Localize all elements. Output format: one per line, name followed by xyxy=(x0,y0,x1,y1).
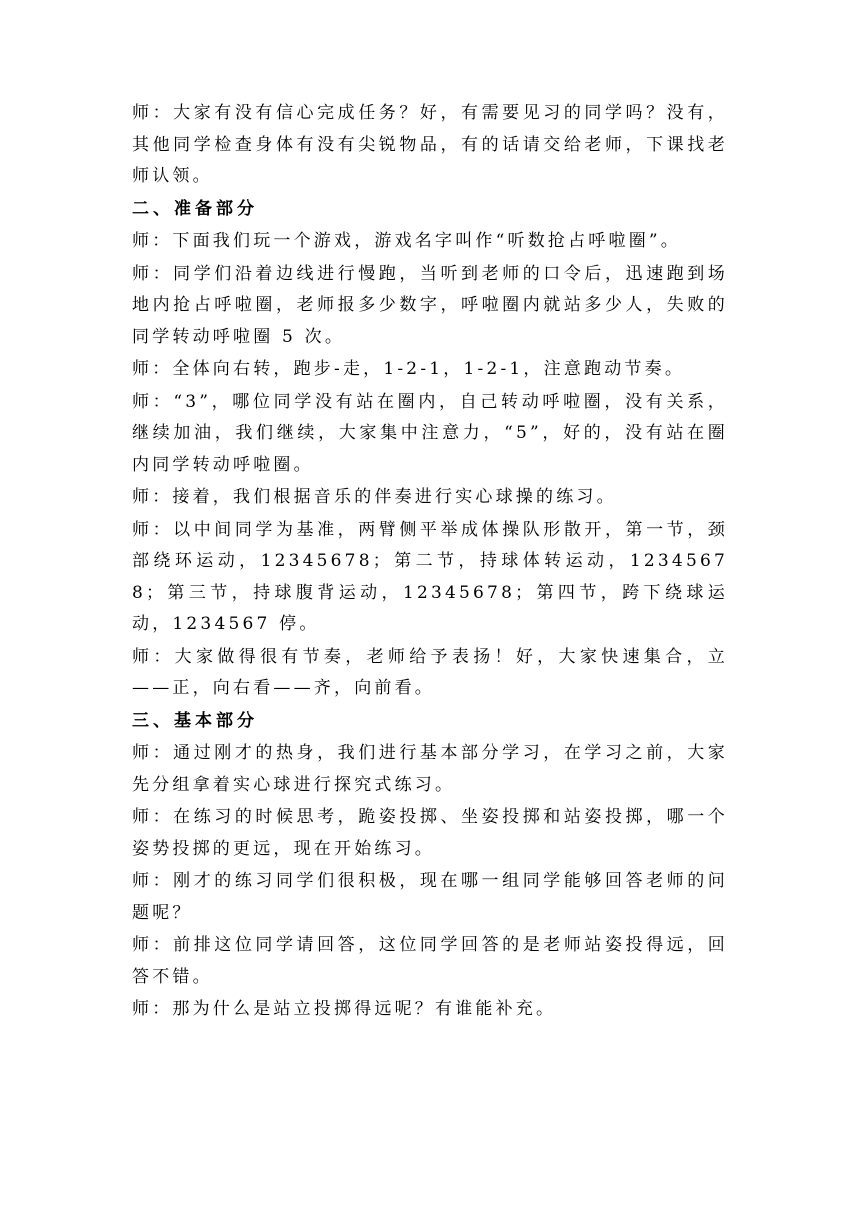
section-heading-preparation: 二、准备部分 xyxy=(132,198,258,219)
paragraph-2: 师：下面我们玩一个游戏，游戏名字叫作“听数抢占呼啦圈”。 xyxy=(132,231,681,251)
paragraph-11: 师：刚才的练习同学们很积极，现在哪一组同学能够回答老师的问题呢？ xyxy=(132,871,728,923)
paragraph-5: 师：“3”，哪位同学没有站在圈内，自己转动呼啦圈，没有关系，继续加油，我们继续，大家集中注意力，“5”，好的，没有站在圈内同学转动呼啦圈。 xyxy=(132,391,728,475)
paragraph-10: 师：在练习的时候思考，跪姿投掷、坐姿投掷和站姿投掷，哪一个姿势投掷的更远，现在开始练习。 xyxy=(132,807,728,859)
document-page xyxy=(132,98,728,1027)
paragraph-12: 师：前排这位同学请回答，这位同学回答的是老师站姿投得远，回答不错。 xyxy=(132,935,728,987)
paragraph-6: 师：接着，我们根据音乐的伴奏进行实心球操的练习。 xyxy=(132,487,617,507)
section-heading-basic: 三、基本部分 xyxy=(132,710,258,731)
paragraph-8: 师：大家做得很有节奏，老师给予表扬！好，大家快速集合，立——正，向右看——齐，向前看。 xyxy=(132,646,728,698)
paragraph-3: 师：同学们沿着边线进行慢跑，当听到老师的口令后，迅速跑到场地内抢占呼啦圈，老师报多少数字，呼啦圈内就站多少人，失败的同学转动呼啦圈 5 次。 xyxy=(132,263,728,347)
paragraph-7: 师：以中间同学为基准，两臂侧平举成体操队形散开，第一节，颈部绕环运动，12345678；第二节，持球体转运动，12345678；第三节，持球腹背运动，12345678；第四节，跨下绕球运动，1234567 停。 xyxy=(132,519,728,634)
paragraph-4: 师：全体向右转，跑步-走，1-2-1，1-2-1，注意跑动节奏。 xyxy=(132,359,686,379)
paragraph-9: 师：通过刚才的热身，我们进行基本部分学习，在学习之前，大家先分组拿着实心球进行探究式练习。 xyxy=(132,743,728,795)
paragraph-1: 师：大家有没有信心完成任务？好，有需要见习的同学吗？没有，其他同学检查身体有没有尖锐物品，有的话请交给老师，下课找老师认领。 xyxy=(132,103,728,186)
paragraph-13: 师：那为什么是站立投掷得远呢？有谁能补充。 xyxy=(132,999,557,1019)
